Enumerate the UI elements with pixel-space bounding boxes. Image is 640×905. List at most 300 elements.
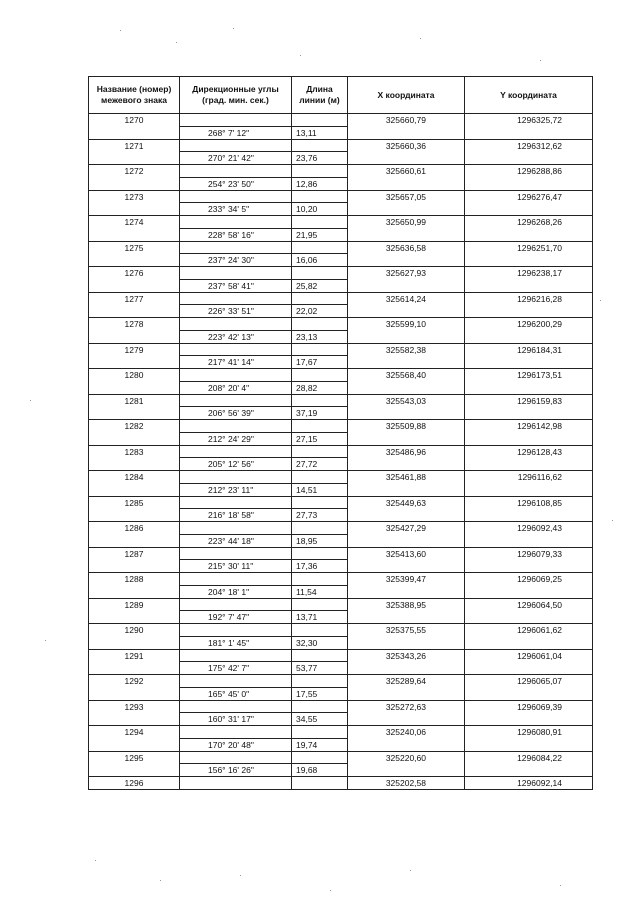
scan-speck [176, 42, 177, 43]
empty-cell [292, 216, 348, 229]
x-coordinate: 325343,26 [348, 649, 465, 662]
empty-cell [89, 636, 180, 649]
empty-cell [180, 318, 292, 331]
empty-cell [465, 611, 593, 624]
line-length: 11,54 [292, 585, 348, 598]
boundary-points-sheet [88, 76, 587, 790]
empty-cell [292, 522, 348, 535]
empty-cell [292, 343, 348, 356]
empty-cell [348, 432, 465, 445]
segment-row [89, 279, 593, 292]
x-coordinate: 325388,95 [348, 598, 465, 611]
direction-angle: 175° 42' 7" [180, 662, 292, 675]
empty-cell [348, 279, 465, 292]
line-length: 34,55 [292, 713, 348, 726]
empty-cell [465, 152, 593, 165]
point-name: 1285 [89, 496, 180, 509]
direction-angle: 233° 34' 5" [180, 203, 292, 216]
empty-cell [465, 713, 593, 726]
x-coordinate: 325399,47 [348, 573, 465, 586]
empty-cell [89, 407, 180, 420]
point-row [89, 675, 593, 688]
line-length: 32,30 [292, 636, 348, 649]
scan-speck [120, 30, 121, 31]
header-x-coordinate: X координата [348, 77, 465, 114]
header-point-name: Название (номер) межевого знака [89, 77, 180, 114]
empty-cell [180, 573, 292, 586]
y-coordinate: 1296065,07 [465, 675, 593, 688]
x-coordinate: 325220,60 [348, 751, 465, 764]
empty-cell [465, 305, 593, 318]
empty-cell [348, 483, 465, 496]
segment-row [89, 228, 593, 241]
scan-speck [45, 640, 46, 641]
scan-speck [160, 880, 161, 881]
empty-cell [89, 126, 180, 139]
segment-row [89, 381, 593, 394]
empty-cell [348, 611, 465, 624]
x-coordinate: 325509,88 [348, 420, 465, 433]
direction-angle: 212° 24' 29" [180, 432, 292, 445]
direction-angle: 254° 23' 50" [180, 177, 292, 190]
empty-cell [180, 114, 292, 127]
point-name: 1289 [89, 598, 180, 611]
line-length: 18,95 [292, 534, 348, 547]
empty-cell [292, 139, 348, 152]
empty-cell [465, 662, 593, 675]
empty-cell [348, 585, 465, 598]
x-coordinate: 325660,36 [348, 139, 465, 152]
y-coordinate: 1296084,22 [465, 751, 593, 764]
empty-cell [465, 738, 593, 751]
line-length: 17,36 [292, 560, 348, 573]
point-name: 1278 [89, 318, 180, 331]
empty-cell [348, 228, 465, 241]
empty-cell [292, 165, 348, 178]
empty-cell [465, 636, 593, 649]
y-coordinate: 1296142,98 [465, 420, 593, 433]
empty-cell [348, 509, 465, 522]
point-name: 1288 [89, 573, 180, 586]
empty-cell [292, 547, 348, 560]
direction-angle: 181° 1' 45" [180, 636, 292, 649]
empty-cell [180, 165, 292, 178]
x-coordinate: 325375,55 [348, 624, 465, 637]
empty-cell [348, 126, 465, 139]
empty-cell [348, 356, 465, 369]
empty-cell [180, 267, 292, 280]
empty-cell [89, 458, 180, 471]
y-coordinate: 1296061,62 [465, 624, 593, 637]
point-row [89, 522, 593, 535]
empty-cell [89, 534, 180, 547]
empty-cell [465, 458, 593, 471]
empty-cell [180, 216, 292, 229]
point-row [89, 114, 593, 127]
point-row [89, 394, 593, 407]
direction-angle: 192° 7' 47" [180, 611, 292, 624]
line-length: 17,55 [292, 687, 348, 700]
line-length: 27,73 [292, 509, 348, 522]
x-coordinate: 325660,79 [348, 114, 465, 127]
y-coordinate: 1296325,72 [465, 114, 593, 127]
segment-row [89, 662, 593, 675]
point-name: 1279 [89, 343, 180, 356]
point-row [89, 343, 593, 356]
point-row [89, 445, 593, 458]
y-coordinate: 1296128,43 [465, 445, 593, 458]
y-coordinate: 1296079,33 [465, 547, 593, 560]
point-row [89, 649, 593, 662]
empty-cell [89, 203, 180, 216]
point-name: 1282 [89, 420, 180, 433]
direction-angle: 204° 18' 1" [180, 585, 292, 598]
empty-cell [180, 598, 292, 611]
empty-cell [89, 662, 180, 675]
empty-cell [292, 598, 348, 611]
segment-row [89, 458, 593, 471]
empty-cell [465, 203, 593, 216]
empty-cell [465, 585, 593, 598]
x-coordinate: 325486,96 [348, 445, 465, 458]
empty-cell [180, 675, 292, 688]
scan-speck [560, 885, 561, 886]
empty-cell [180, 139, 292, 152]
empty-cell [180, 751, 292, 764]
empty-cell [180, 420, 292, 433]
x-coordinate: 325614,24 [348, 292, 465, 305]
point-name: 1291 [89, 649, 180, 662]
direction-angle: 217° 41' 14" [180, 356, 292, 369]
empty-cell [465, 254, 593, 267]
point-row [89, 267, 593, 280]
empty-cell [348, 177, 465, 190]
point-name: 1295 [89, 751, 180, 764]
direction-angle: 268° 7' 12" [180, 126, 292, 139]
point-name: 1277 [89, 292, 180, 305]
line-length: 27,72 [292, 458, 348, 471]
empty-cell [292, 394, 348, 407]
line-length: 21,95 [292, 228, 348, 241]
direction-angle: 205° 12' 56" [180, 458, 292, 471]
point-row [89, 292, 593, 305]
empty-cell [89, 381, 180, 394]
empty-cell [465, 687, 593, 700]
empty-cell [292, 420, 348, 433]
empty-cell [180, 190, 292, 203]
empty-cell [348, 254, 465, 267]
empty-cell [89, 687, 180, 700]
segment-row [89, 560, 593, 573]
x-coordinate: 325413,60 [348, 547, 465, 560]
point-name: 1280 [89, 369, 180, 382]
segment-row [89, 534, 593, 547]
table-header-row [89, 77, 593, 114]
line-length: 17,67 [292, 356, 348, 369]
empty-cell [89, 152, 180, 165]
x-coordinate: 325582,38 [348, 343, 465, 356]
point-row [89, 369, 593, 382]
y-coordinate: 1296276,47 [465, 190, 593, 203]
segment-row [89, 585, 593, 598]
direction-angle: 215° 30' 11" [180, 560, 292, 573]
y-coordinate: 1296184,31 [465, 343, 593, 356]
empty-cell [180, 343, 292, 356]
empty-cell [465, 509, 593, 522]
empty-cell [180, 241, 292, 254]
empty-cell [180, 700, 292, 713]
y-coordinate: 1296061,04 [465, 649, 593, 662]
x-coordinate: 325272,63 [348, 700, 465, 713]
empty-cell [292, 445, 348, 458]
scan-speck [240, 875, 241, 876]
empty-cell [180, 292, 292, 305]
empty-cell [348, 560, 465, 573]
point-name: 1274 [89, 216, 180, 229]
point-row [89, 547, 593, 560]
empty-cell [465, 177, 593, 190]
empty-cell [465, 356, 593, 369]
empty-cell [292, 369, 348, 382]
empty-cell [348, 407, 465, 420]
empty-cell [89, 738, 180, 751]
x-coordinate: 325627,93 [348, 267, 465, 280]
x-coordinate: 325599,10 [348, 318, 465, 331]
segment-row [89, 407, 593, 420]
line-length: 19,68 [292, 764, 348, 777]
y-coordinate: 1296268,26 [465, 216, 593, 229]
direction-angle: 223° 44' 18" [180, 534, 292, 547]
empty-cell [89, 585, 180, 598]
empty-cell [292, 649, 348, 662]
header-line-length: Длина линии (м) [292, 77, 348, 114]
point-row [89, 190, 593, 203]
empty-cell [180, 496, 292, 509]
direction-angle: 212° 23' 11" [180, 483, 292, 496]
point-row [89, 420, 593, 433]
segment-row [89, 152, 593, 165]
empty-cell [89, 279, 180, 292]
segment-row [89, 713, 593, 726]
point-name: 1275 [89, 241, 180, 254]
empty-cell [89, 228, 180, 241]
y-coordinate: 1296251,70 [465, 241, 593, 254]
empty-cell [89, 356, 180, 369]
point-name: 1270 [89, 114, 180, 127]
line-length: 28,82 [292, 381, 348, 394]
segment-row [89, 305, 593, 318]
empty-cell [465, 330, 593, 343]
x-coordinate: 325660,61 [348, 165, 465, 178]
empty-cell [180, 649, 292, 662]
point-name: 1281 [89, 394, 180, 407]
x-coordinate: 325650,99 [348, 216, 465, 229]
point-name: 1296 [89, 777, 180, 790]
empty-cell [348, 458, 465, 471]
empty-cell [180, 547, 292, 560]
empty-cell [348, 738, 465, 751]
y-coordinate: 1296092,14 [465, 777, 593, 790]
x-coordinate: 325636,58 [348, 241, 465, 254]
direction-angle: 165° 45' 0" [180, 687, 292, 700]
empty-cell [89, 432, 180, 445]
line-length: 12,86 [292, 177, 348, 190]
empty-cell [348, 305, 465, 318]
empty-cell [465, 126, 593, 139]
empty-cell [348, 636, 465, 649]
x-coordinate: 325657,05 [348, 190, 465, 203]
x-coordinate: 325543,03 [348, 394, 465, 407]
point-row [89, 496, 593, 509]
point-name: 1283 [89, 445, 180, 458]
point-row [89, 139, 593, 152]
line-length: 37,19 [292, 407, 348, 420]
scan-speck [420, 38, 421, 39]
empty-cell [348, 534, 465, 547]
line-length: 10,20 [292, 203, 348, 216]
direction-angle: 237° 24' 30" [180, 254, 292, 267]
point-row [89, 471, 593, 484]
empty-cell [89, 305, 180, 318]
x-coordinate: 325449,63 [348, 496, 465, 509]
scan-speck [330, 890, 331, 891]
point-name: 1292 [89, 675, 180, 688]
segment-row [89, 611, 593, 624]
empty-cell [292, 114, 348, 127]
empty-cell [292, 241, 348, 254]
point-name: 1286 [89, 522, 180, 535]
scan-speck [233, 28, 234, 29]
point-row [89, 726, 593, 739]
y-coordinate: 1296173,51 [465, 369, 593, 382]
empty-cell [465, 381, 593, 394]
direction-angle: 228° 58' 16" [180, 228, 292, 241]
y-coordinate: 1296200,29 [465, 318, 593, 331]
empty-cell [180, 445, 292, 458]
point-row [89, 241, 593, 254]
y-coordinate: 1296312,62 [465, 139, 593, 152]
x-coordinate: 325461,88 [348, 471, 465, 484]
point-name: 1271 [89, 139, 180, 152]
scan-speck [95, 860, 96, 861]
y-coordinate: 1296216,28 [465, 292, 593, 305]
y-coordinate: 1296159,83 [465, 394, 593, 407]
point-name: 1290 [89, 624, 180, 637]
empty-cell [180, 471, 292, 484]
scan-speck [300, 55, 301, 56]
point-row [89, 216, 593, 229]
direction-angle: 170° 20' 48" [180, 738, 292, 751]
point-name: 1284 [89, 471, 180, 484]
line-length: 14,51 [292, 483, 348, 496]
empty-cell [292, 751, 348, 764]
empty-cell [292, 726, 348, 739]
empty-cell [292, 624, 348, 637]
segment-row [89, 177, 593, 190]
empty-cell [292, 777, 348, 790]
empty-cell [89, 560, 180, 573]
line-length: 22,02 [292, 305, 348, 318]
line-length: 23,13 [292, 330, 348, 343]
point-name: 1273 [89, 190, 180, 203]
line-length: 25,82 [292, 279, 348, 292]
segment-row [89, 687, 593, 700]
point-name: 1287 [89, 547, 180, 560]
coordinates-table [88, 76, 593, 790]
y-coordinate: 1296080,91 [465, 726, 593, 739]
empty-cell [292, 675, 348, 688]
point-name: 1276 [89, 267, 180, 280]
y-coordinate: 1296064,50 [465, 598, 593, 611]
y-coordinate: 1296069,39 [465, 700, 593, 713]
segment-row [89, 636, 593, 649]
direction-angle: 206° 56' 39" [180, 407, 292, 420]
empty-cell [89, 483, 180, 496]
point-row [89, 700, 593, 713]
segment-row [89, 254, 593, 267]
segment-row [89, 432, 593, 445]
y-coordinate: 1296108,85 [465, 496, 593, 509]
empty-cell [465, 483, 593, 496]
header-y-coordinate: Y координата [465, 77, 593, 114]
table-body [89, 114, 593, 790]
empty-cell [180, 624, 292, 637]
empty-cell [465, 432, 593, 445]
empty-cell [180, 522, 292, 535]
line-length: 13,71 [292, 611, 348, 624]
empty-cell [465, 279, 593, 292]
y-coordinate: 1296116,62 [465, 471, 593, 484]
empty-cell [465, 228, 593, 241]
point-row [89, 624, 593, 637]
point-name: 1272 [89, 165, 180, 178]
direction-angle: 160° 31' 17" [180, 713, 292, 726]
direction-angle: 208° 20' 4" [180, 381, 292, 394]
empty-cell [292, 318, 348, 331]
empty-cell [292, 190, 348, 203]
empty-cell [89, 509, 180, 522]
empty-cell [292, 267, 348, 280]
y-coordinate: 1296288,86 [465, 165, 593, 178]
point-name: 1294 [89, 726, 180, 739]
empty-cell [89, 713, 180, 726]
point-row [89, 598, 593, 611]
scan-speck [600, 300, 601, 301]
empty-cell [180, 394, 292, 407]
x-coordinate: 325568,40 [348, 369, 465, 382]
scan-speck [612, 520, 613, 521]
empty-cell [89, 764, 180, 777]
empty-cell [348, 152, 465, 165]
x-coordinate: 325240,06 [348, 726, 465, 739]
empty-cell [348, 764, 465, 777]
direction-angle: 237° 58' 41" [180, 279, 292, 292]
empty-cell [89, 177, 180, 190]
empty-cell [292, 292, 348, 305]
point-row [89, 165, 593, 178]
line-length: 27,15 [292, 432, 348, 445]
point-row [89, 777, 593, 790]
empty-cell [89, 330, 180, 343]
empty-cell [348, 203, 465, 216]
direction-angle: 156° 16' 26" [180, 764, 292, 777]
point-row [89, 318, 593, 331]
scan-speck [30, 400, 31, 401]
empty-cell [292, 496, 348, 509]
direction-angle: 270° 21' 42" [180, 152, 292, 165]
x-coordinate: 325427,29 [348, 522, 465, 535]
empty-cell [465, 407, 593, 420]
